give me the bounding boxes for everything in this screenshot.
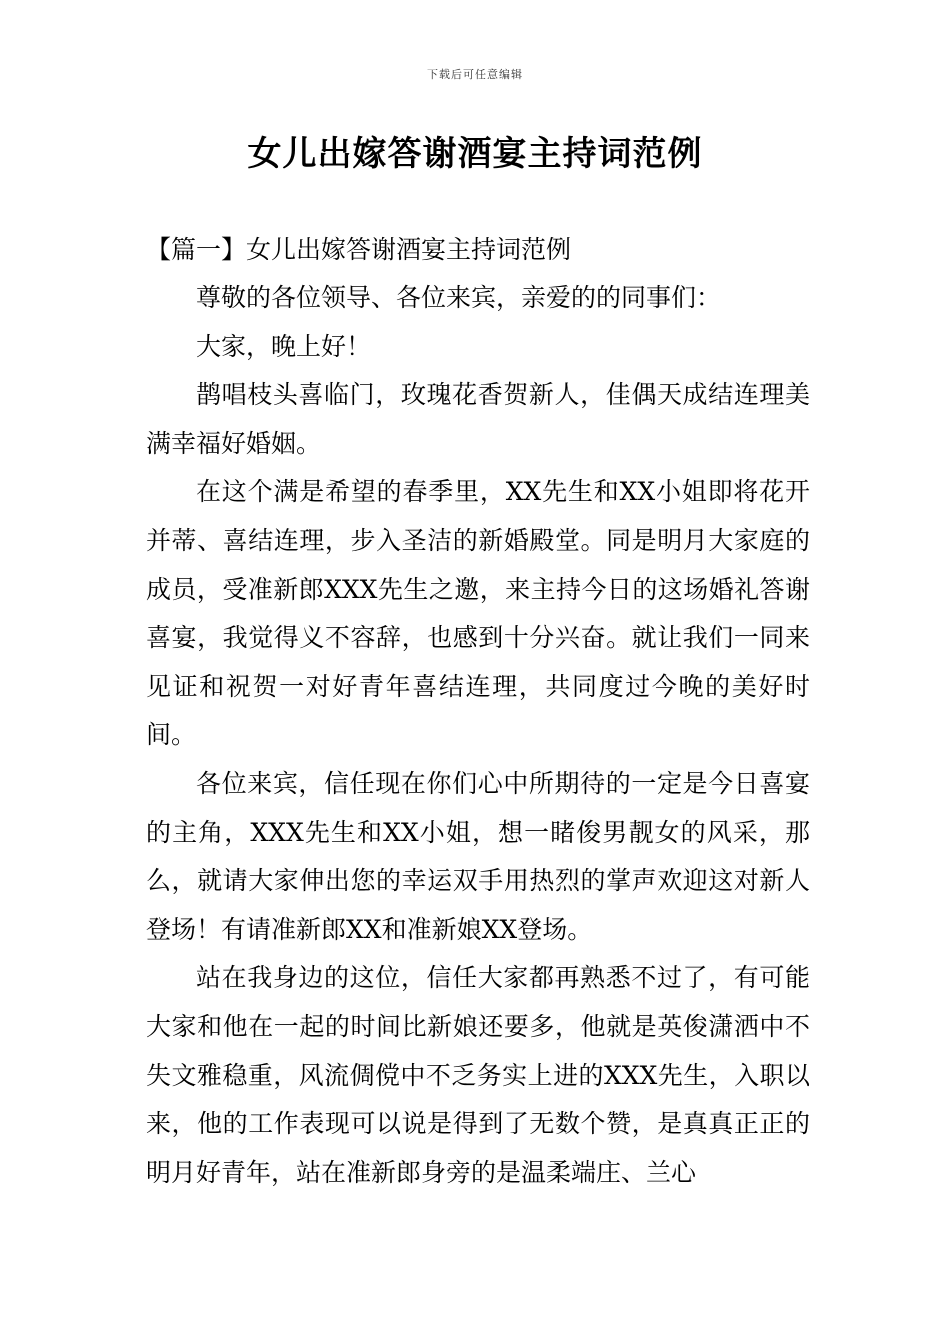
paragraph-welcome-couple: 各位来宾，信任现在你们心中所期待的一定是今日喜宴的主角，XXX先生和XX小姐，想一睹俊男靓女的风采，那么，就请大家伸出您的幸运双手用热烈的掌声欢迎这对新人登场！有请准新郎XX和准新娘XX登场。 [146,768,810,944]
paragraph-introduction: 在这个满是希望的春季里，XX先生和XX小姐即将花开并蒂、喜结连理，步入圣洁的新婚殿堂。同是明月大家庭的成员，受准新郎XXX先生之邀，来主持今日的这场婚礼答谢喜宴，我觉得义不容辞，也感到十分兴奋。就让我们一同来见证和祝贺一对好青年喜结连理，共同度过今晚的美好时间。 [146,477,810,750]
section-heading: 【篇一】女儿出嫁答谢酒宴主持词范例 [146,235,572,264]
paragraph-good-evening: 大家，晚上好！ [196,331,372,361]
document-body [146,226,810,1197]
paragraph-couplet: 鹊唱枝头喜临门，玫瑰花香贺新人，佳偶天成结连理美满幸福好婚姻。 [146,380,810,458]
header-note: 下载后可任意编辑 [427,68,523,81]
paragraph-groom-intro: 站在我身边的这位，信任大家都再熟悉不过了，有可能大家和他在一起的时间比新娘还要多，他就是英俊潇洒中不失文雅稳重，风流倜傥中不乏务实上进的XXX先生，入职以来，他的工作表现可以说是得到了无数个赞，是真真正正的明月好青年，站在准新郎身旁的是温柔端庄、兰心 [146,963,810,1187]
document-title: 女儿出嫁答谢酒宴主持词范例 [247,134,703,174]
paragraph-greeting: 尊敬的各位领导、各位来宾，亲爱的的同事们： [196,283,722,312]
